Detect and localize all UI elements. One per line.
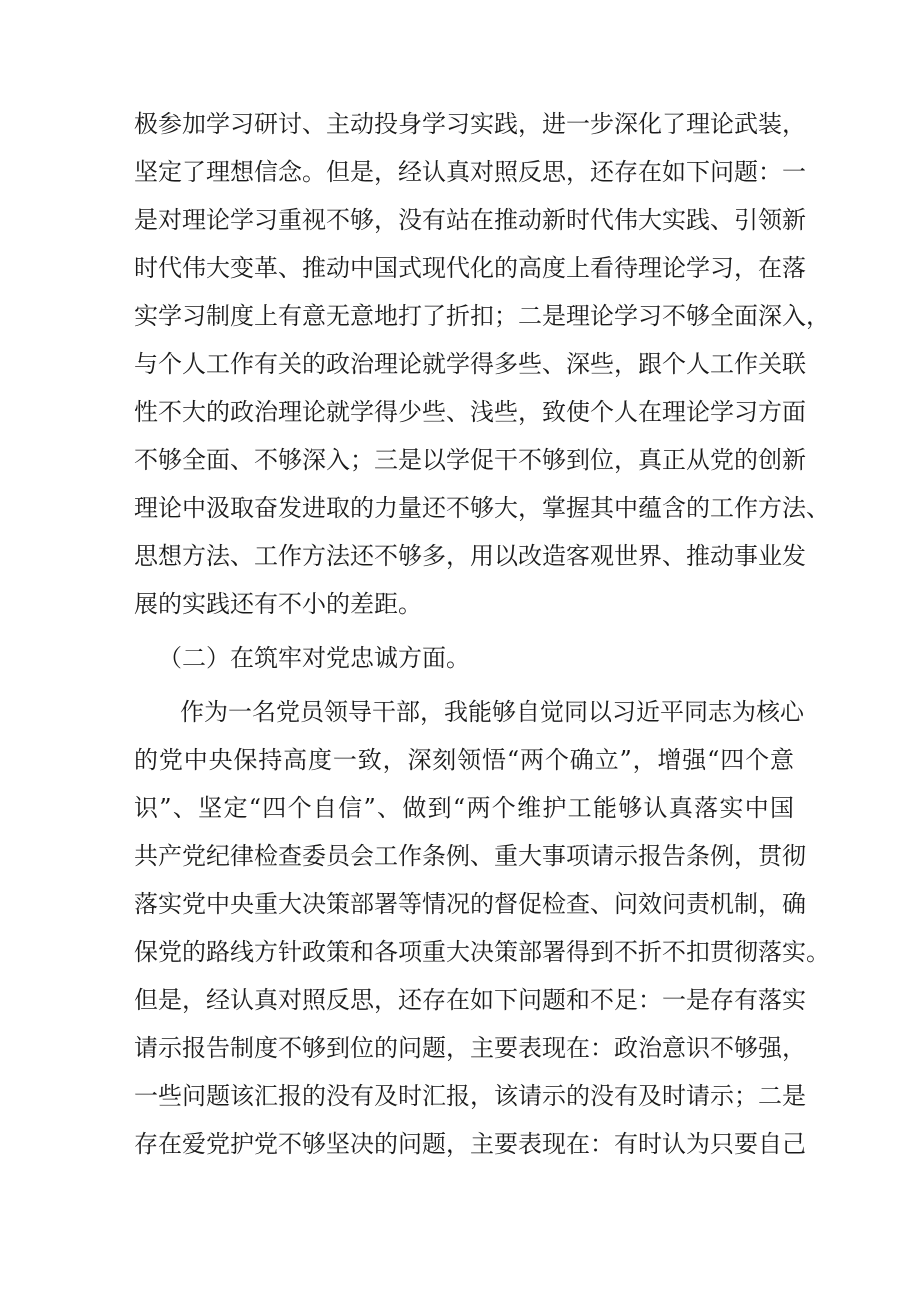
body-text-line: 理论中汲取奋发进取的力量还不够大，掌握其中蕴含的工作方法、 [134, 494, 830, 522]
body-text-line: 保党的路线方针政策和各项重大决策部署得到不折不扣贯彻落实。 [134, 938, 830, 966]
body-text-line: 但是，经认真对照反思，还存在如下问题和不足：一是存有落实 [134, 986, 806, 1014]
body-text-line: 一些问题该汇报的没有及时汇报，该请示的没有及时请示；二是 [134, 1082, 806, 1110]
body-text-line: 极参加学习研讨、主动投身学习实践，进一步深化了理论武装， [134, 110, 806, 138]
body-text-line: 的党中央保持高度一致，深刻领悟“两个确立”，增强“四个意 [134, 746, 794, 774]
body-text-line: 不够全面、不够深入；三是以学促干不够到位，真正从党的创新 [134, 446, 806, 474]
body-text-line: 作为一名党员领导干部，我能够自觉同以习近平同志为核心 [180, 698, 804, 726]
body-text-line: 实学习制度上有意无意地打了折扣；二是理论学习不够全面深入， [134, 302, 830, 330]
body-text-line: 是对理论学习重视不够，没有站在推动新时代伟大实践、引领新 [134, 206, 806, 234]
body-text-line: 时代伟大变革、推动中国式现代化的高度上看待理论学习，在落 [134, 254, 806, 282]
body-text-line: 落实党中央重大决策部署等情况的督促检查、问效问责机制，确 [134, 890, 806, 918]
body-text-line: 展的实践还有不小的差距。 [134, 590, 422, 618]
body-text-line: 性不大的政治理论就学得少些、浅些，致使个人在理论学习方面 [134, 398, 806, 426]
body-text-line: 坚定了理想信念。但是，经认真对照反思，还存在如下问题：一 [134, 158, 806, 186]
body-text-line: 思想方法、工作方法还不够多，用以改造客观世界、推动事业发 [134, 542, 806, 570]
body-text-line: 与个人工作有关的政治理论就学得多些、深些，跟个人工作关联 [134, 350, 806, 378]
body-text-line: 请示报告制度不够到位的问题，主要表现在：政治意识不够强， [134, 1034, 806, 1062]
body-text-line: 存在爱党护党不够坚决的问题，主要表现在：有时认为只要自己 [134, 1130, 806, 1158]
section-heading: （二）在筑牢对党忠诚方面。 [158, 644, 470, 672]
body-text-line: 识”、坚定“四个自信”、做到“两个维护工能够认真落实中国 [134, 794, 794, 822]
body-text-line: 共产党纪律检查委员会工作条例、重大事项请示报告条例，贯彻 [134, 842, 806, 870]
